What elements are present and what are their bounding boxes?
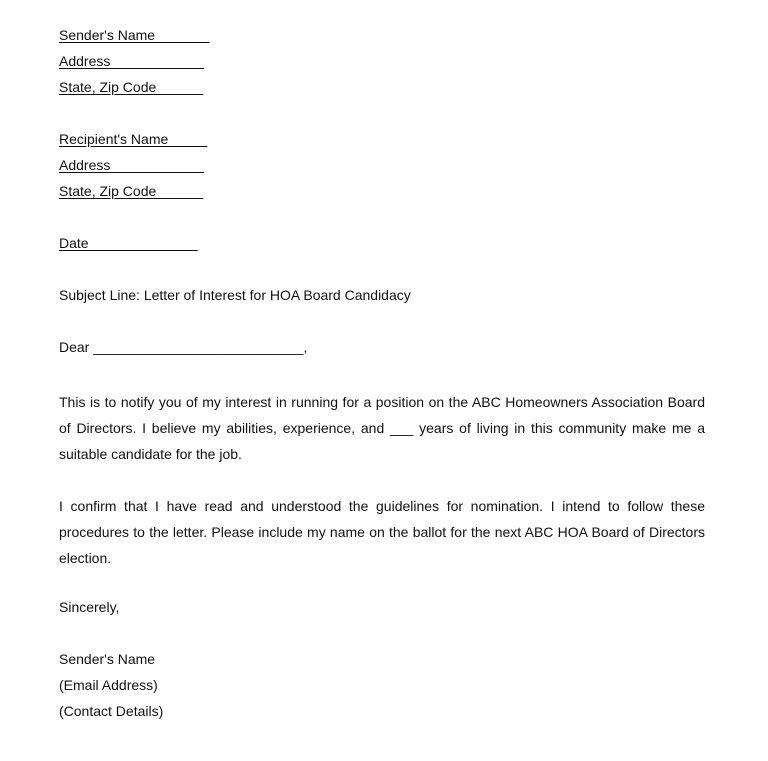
sender-name-field: Sender's Name_______ bbox=[59, 27, 210, 43]
sender-address-field: Address____________ bbox=[59, 53, 204, 69]
sender-address-block bbox=[59, 25, 709, 103]
recipient-address-block bbox=[59, 129, 709, 207]
recipient-state-zip-field: State, Zip Code______ bbox=[59, 183, 203, 199]
recipient-address-field: Address____________ bbox=[59, 157, 204, 173]
signature-block bbox=[59, 649, 709, 727]
signature-name: Sender's Name bbox=[59, 651, 156, 667]
recipient-name-field: Recipient's Name_____ bbox=[59, 131, 208, 147]
signature-contact: (Contact Details) bbox=[59, 703, 164, 719]
body-paragraph-1: This is to notify you of my interest in running for a position on the ABC Homeowners Association Board of Directors. I believe my abilities, experience, and ___ years of living in this community make me a suitable candidate for the job. bbox=[59, 394, 705, 462]
salutation: Dear ___________________________, bbox=[59, 339, 308, 355]
sender-state-zip-field: State, Zip Code______ bbox=[59, 79, 203, 95]
date-field: Date______________ bbox=[59, 235, 198, 251]
letter-document bbox=[59, 25, 709, 727]
body-paragraph-2: I confirm that I have read and understood the guidelines for nomination. I intend to follow these procedures to the letter. Please include my name on the ballot for the next ABC HOA Board of Directors election. bbox=[59, 498, 705, 566]
subject-line: Subject Line: Letter of Interest for HOA Board Candidacy bbox=[59, 287, 411, 303]
closing: Sincerely, bbox=[59, 599, 120, 615]
signature-email: (Email Address) bbox=[59, 677, 158, 693]
